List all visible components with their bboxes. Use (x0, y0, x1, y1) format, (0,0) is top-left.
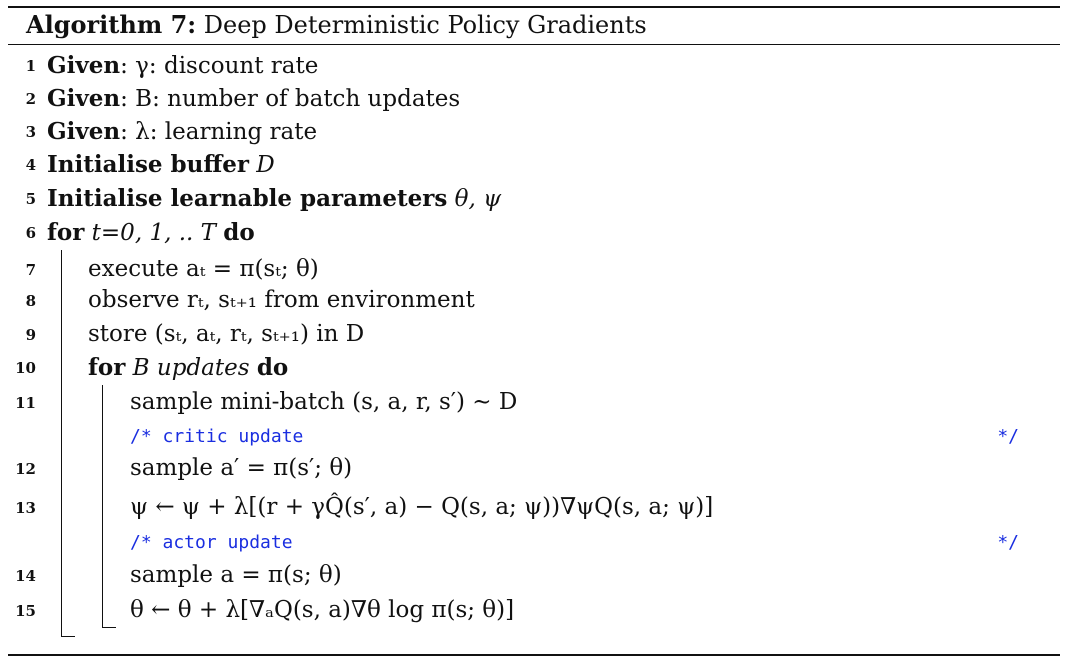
line-number: 6 (25, 224, 36, 242)
line-number: 12 (15, 460, 36, 478)
line-number: 10 (15, 359, 36, 377)
line-text: sample mini-batch (s, a, r, s′) ∼ D (130, 389, 518, 415)
comment-end: */ (997, 532, 1019, 553)
comment-end: */ (997, 426, 1019, 447)
line-text: : γ: discount rate (120, 53, 319, 79)
line-number: 14 (15, 567, 36, 585)
line-text: θ, ψ (447, 186, 502, 212)
algorithm-label: Algorithm 7: (26, 10, 197, 39)
line-number: 15 (15, 602, 36, 620)
algo-line-15 (0, 594, 1071, 627)
comment-text: /* critic update (130, 426, 304, 447)
keyword: do (223, 219, 255, 246)
line-number: 3 (25, 123, 36, 141)
comment-text: /* actor update (130, 532, 293, 553)
algo-line-5 (0, 182, 1071, 215)
keyword: Given (47, 52, 121, 79)
line-text: sample a′ = π(s′; θ) (130, 455, 353, 481)
algo-line-6 (0, 216, 1071, 249)
keyword: do (256, 354, 289, 381)
line-text: θ ← θ + λ[∇ₐQ(s, a)∇θ log π(s; θ)] (130, 597, 515, 623)
line-text: store (sₜ, aₜ, rₜ, sₜ₊₁) in D (88, 321, 365, 347)
line-number: 1 (25, 57, 36, 75)
line-text: t=0, 1, .. T (84, 220, 224, 246)
algorithm-title (26, 10, 647, 39)
keyword: Given (47, 118, 121, 145)
line-number: 5 (25, 190, 36, 208)
actor-comment-line (0, 526, 1071, 559)
bottom-rule (8, 654, 1060, 656)
line-text: ψ ← ψ + λ[(r + γQ̂(s′, a) − Q(s, a; ψ))∇ψQ(s, a; ψ)] (130, 494, 714, 520)
line-number: 13 (15, 499, 36, 517)
keyword: for (47, 219, 85, 246)
critic-comment-line (0, 420, 1071, 453)
line-text: : λ: learning rate (120, 119, 318, 145)
line-number: 9 (25, 326, 36, 344)
line-text: : B: number of batch updates (120, 86, 461, 112)
algo-line-1 (0, 49, 1071, 82)
algo-line-14 (0, 559, 1071, 592)
inner-block-end (102, 627, 116, 628)
title-rule (8, 44, 1060, 45)
keyword: for (88, 354, 126, 381)
algo-line-2 (0, 82, 1071, 115)
line-number: 4 (25, 156, 36, 174)
line-text: observe rₜ, sₜ₊₁ from environment (88, 287, 475, 313)
keyword: Initialise learnable parameters (47, 185, 448, 212)
line-text: D (248, 152, 275, 178)
line-number: 2 (25, 90, 36, 108)
algo-line-10 (0, 351, 1071, 384)
algo-line-9 (0, 318, 1071, 351)
algorithm-name: Deep Deterministic Policy Gradients (203, 11, 647, 39)
algo-line-4 (0, 148, 1071, 181)
keyword: Given (47, 85, 121, 112)
line-number: 11 (15, 394, 36, 412)
algo-line-12 (0, 452, 1071, 485)
line-number: 7 (25, 261, 36, 279)
algo-line-11 (0, 386, 1071, 419)
algo-line-3 (0, 115, 1071, 148)
line-text: sample a = π(s; θ) (130, 562, 342, 588)
algo-line-7 (0, 253, 1071, 286)
line-text: execute aₜ = π(sₜ; θ) (88, 256, 319, 282)
top-rule (8, 6, 1060, 8)
outer-block-end (61, 636, 75, 637)
keyword: Initialise buffer (47, 151, 249, 178)
algo-line-8 (0, 284, 1071, 317)
algo-line-13 (0, 491, 1071, 524)
line-text: B updates (125, 355, 257, 381)
line-number: 8 (25, 292, 36, 310)
